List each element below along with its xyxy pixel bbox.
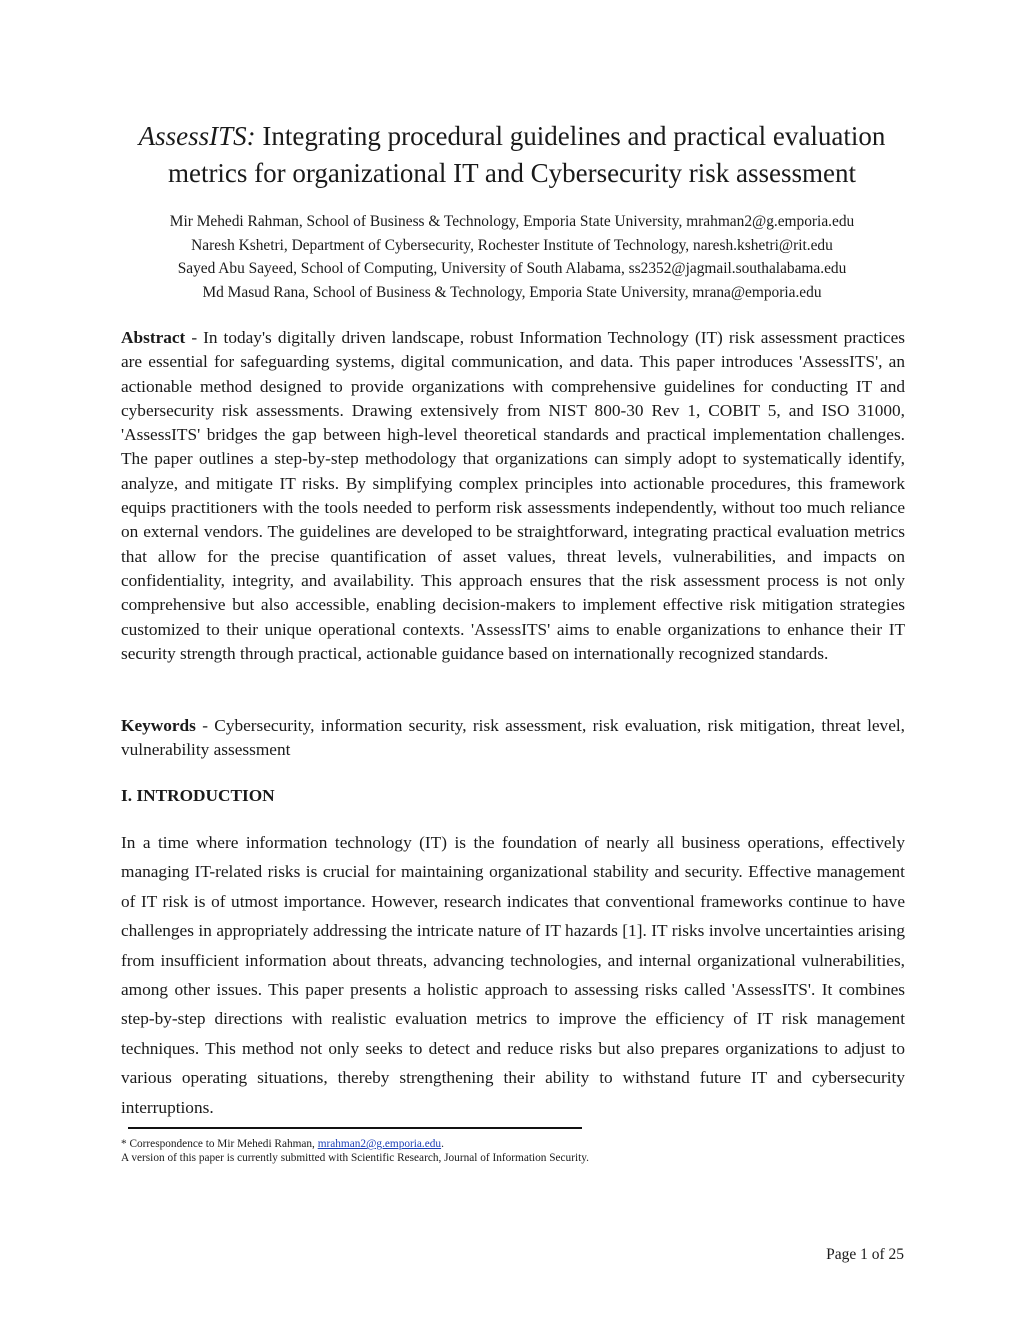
footnotes — [121, 1137, 589, 1165]
correspondence-email-link[interactable]: mrahman2@g.emporia.edu — [317, 1138, 442, 1150]
section-heading-introduction: I. INTRODUCTION — [121, 786, 275, 805]
author-line: Sayed Abu Sayeed, School of Computing, University of South Alabama, ss2352@jagmail.southalabama.edu — [177, 260, 847, 277]
introduction-paragraph: In a time where information technology (IT) is the foundation of nearly all business operations, effectively managing IT-related risks is crucial for maintaining organizational stability and security. Effective management of IT risk is of utmost importance. However, research indicates that conventional frameworks continue to have challenges in appropriately addressing the intricate nature of IT hazards [1]. IT risks involve uncertainties arising from insufficient information about threats, advancing technologies, and internal organizational vulnerabilities, among other issues. This paper presents a holistic approach to assessing risks called 'AssessITS'. It combines step-by-step directions with realistic evaluation metrics to improve the efficiency of IT risk management techniques. This method not only seeks to detect and reduce risks but also prepares organizations to adjust to various operating situations, thereby strengthening their ability to withstand future IT and cybersecurity interruptions. — [121, 833, 905, 1117]
abstract — [121, 326, 905, 666]
page-number: Page 1 of 25 — [826, 1246, 904, 1263]
author-list — [100, 210, 924, 304]
keywords-label: Keywords — [121, 716, 196, 735]
footnote-submission: A version of this paper is currently submitted with Scientific Research, Journal of Information Security. — [121, 1152, 589, 1164]
abstract-label: Abstract — [121, 328, 186, 347]
title-italic: AssessITS: — [138, 121, 256, 151]
paper-title — [100, 118, 924, 192]
title-rest: Integrating procedural guidelines and practical evaluation metrics for organizational IT and Cybersecurity risk assessment — [167, 121, 886, 188]
author-line: Naresh Kshetri, Department of Cybersecurity, Rochester Institute of Technology, naresh.kshetri@rit.edu — [191, 236, 833, 254]
footnote-divider — [128, 1127, 582, 1129]
keywords-text: - Cybersecurity, information security, risk assessment, risk evaluation, risk mitigation, threat level, vulnerability assessment — [121, 716, 905, 760]
footnote-prefix: * Correspondence to Mir Mehedi Rahman, — [121, 1138, 318, 1150]
footnote-suffix: . — [441, 1138, 444, 1150]
abstract-text: - In today's digitally driven landscape, robust Information Technology (IT) risk assessment practices are essential for safeguarding systems, digital communication, and data. This paper introduces 'AssessITS', an actionable method designed to provide organizations with comprehensive guidelines for conducting IT and cybersecurity risk assessments. Drawing extensively from NIST 800-30 Rev 1, COBIT 5, and ISO 31000, 'AssessITS' bridges the gap between high-level theoretical standards and practical implementation challenges. The paper outlines a step-by-step methodology that organizations can simply adopt to systematically identify, analyze, and mitigate IT risks. By simplifying complex principles into actionable procedures, this framework equips practitioners with the tools needed to perform risk assessments independently, without too much reliance on external vendors. The guidelines are developed to be straightforward, integrating practical evaluation metrics that allow for the precise quantification of asset values, threat levels, vulnerabilities, and impacts on confidentiality, integrity, and availability. This approach ensures that the risk assessment process is not only comprehensive but also accessible, enabling decision-makers to implement effective risk mitigation strategies customized to their unique operational contexts. 'AssessITS' aims to enable organizations to enhance their IT security strength through practical, actionable guidance based on internationally recognized standards. — [121, 328, 905, 663]
footnote-correspondence — [121, 1137, 589, 1151]
author-line: Md Masud Rana, School of Business & Technology, Emporia State University, mrana@emporia.edu — [202, 283, 822, 301]
author-line: Mir Mehedi Rahman, School of Business & Technology, Emporia State University, mrahman2@g.emporia.edu — [169, 213, 855, 230]
keywords — [121, 714, 905, 763]
